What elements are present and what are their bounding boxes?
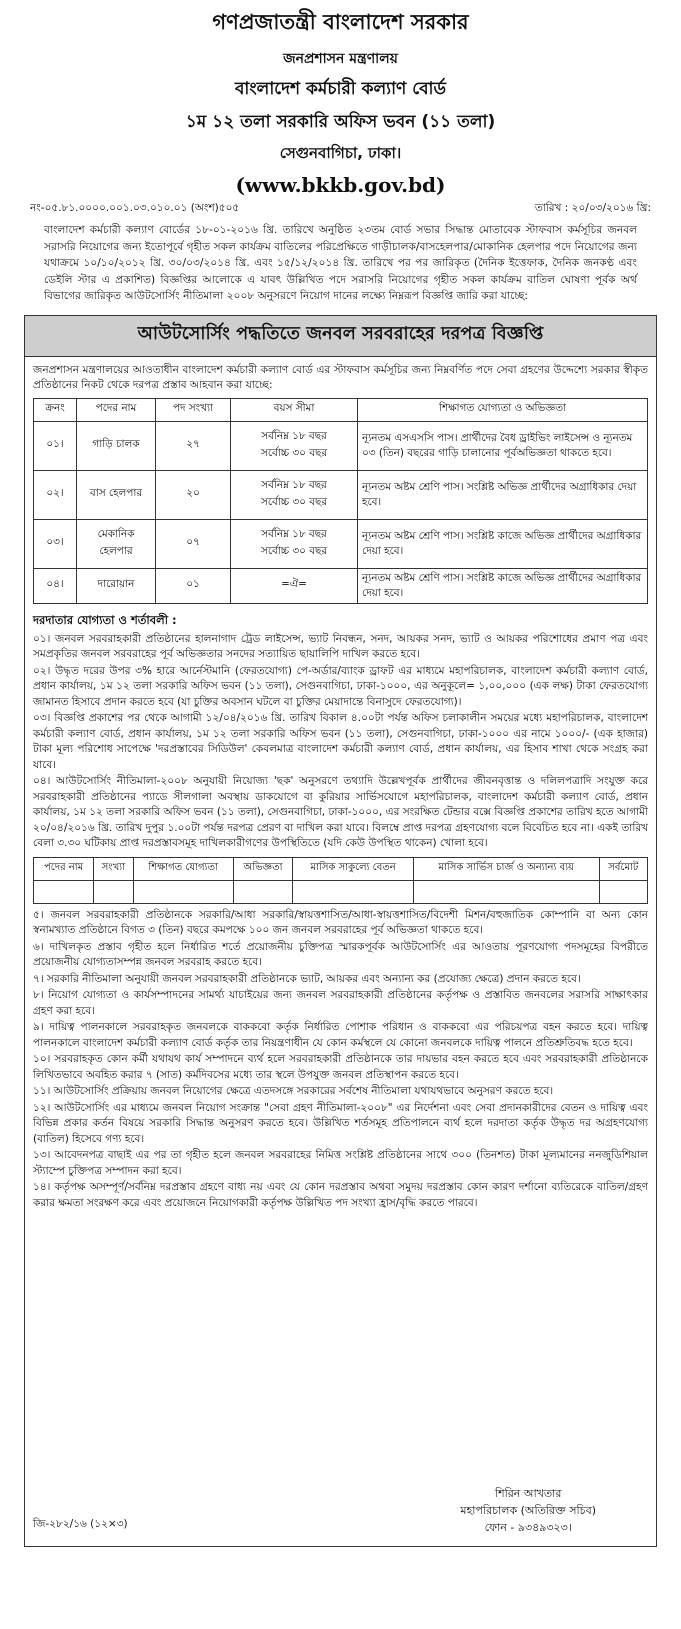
condition-item: ০৩। বিজ্ঞপ্তি প্রকাশের পর থেকে আগামী ১২/০৪/২০১৬ খ্রি. তারিখ বিকাল ৪.০০টা পর্যন্ত অফিস চলাকালীন সময়ের মধ্যে মহাপরিচালক, বাংলাদেশ কর্মচারী কল্যাণ বোর্ড, প্রধান কার্যালয়, ১ম ১২ তলা সরকারি অফিস ভবন (১১ তলা), সেগুনবাগিচা, ঢাকা-১০০০ এর নামে ১০০০/- (এক হাজার) টাকা মূল্য পরিশোধ সাপেক্ষে 'দরপ্রস্তাবের সিডিউল' কেবলমাত্র বাংলাদেশ কর্মচারী কল্যাণ বোর্ড, প্রধান কার্যালয়, এর হিসাব শাখা থেকে সংগ্রহ করা যাবে। [33, 712, 648, 771]
condition-item: ১২। আউটসোর্সিং এর মাধ্যমে জনবল নিয়োগ সংক্রান্ত "সেবা গ্রহণ নীতিমালা-২০০৮" এর নির্দেশনা এবং সেবা প্রদানকারীদের বেতন ও দায়িত্ব এবং বিভিন্ন প্রকার কর্তন বিষয়ে সরকারি সিদ্ধান্ত অনুসরণ করতে হবে। উল্লিখিত শর্তসমূহ প্রতিপালনে ব্যর্থ হলে দরদাতা কর্তৃক উদ্ধৃত দর অগ্রহণযোগ্য (বাতিল) হিসেবে গণ্য হবে। [33, 1101, 648, 1145]
conditions-title: দরদাতার যোগ্যতা ও শর্তাবলী : [33, 612, 177, 627]
blank-cell [293, 880, 413, 903]
condition-item: ১০। সরবরাহকৃত কোন কর্মী যথাযথ কার্য সম্পাদনে ব্যর্থ হলে সরবরাহকারী প্রতিষ্ঠানকে তার দায়ভার বহন করতে হবে এবং সরবরাহকারী প্রতিষ্ঠানকে লিখিতভাবে অবহিত করার ৭ (সাত) কর্মদিবসের মধ্যে তার স্থলে উপযুক্ত জনবল প্রতিস্থাপন করতে হবে। [33, 1053, 648, 1081]
fee-col-service-charge: মাসিক সার্ভিস চার্জ ও অন্যান্য ব্যয় [413, 857, 599, 880]
condition-item: ৫। জনবল সরবরাহকারী প্রতিষ্ঠানকে সরকারি/আধা সরকারি/স্বায়ত্তশাসিত/আধা-স্বায়ত্তশাসিত/বিদেশী মিশন/বহুজাতিক কোম্পানি বা অন্য কোন স্বনামখ্যাত প্রতিষ্ঠানে বিগত ৩ (তিন) বছরে কমপক্ষে ১০০ জন জনবল সরবরাহের পূর্ব অভিজ্ঞতা থাকতে হবে। [33, 908, 648, 936]
row-post-count: ২৭ [156, 421, 231, 470]
row-post-count: ০১ [156, 568, 231, 603]
ad-code: জি-২৮২/১৬ (১২×৩) [33, 1517, 128, 1530]
table-row [34, 470, 648, 519]
signatory-phone: ফোন - ৯৩৪৯৩২৩। [484, 1520, 572, 1534]
intro-paragraph: বাংলাদেশ কর্মচারী কল্যাণ বোর্ডের ১৮-০১-২০১৬ খ্রি. তারিখে অনুষ্ঠিত ২৩তম বোর্ড সভার সিদ্ধান্ত মোতাবেক স্টাফবাস কর্মসূচির জনবল সরাসরি নিয়োগের জন্য ইতোপূর্বে গৃহীত সকল কার্যক্রম বাতিলের পরিপ্রেক্ষিতে গাড়ীচালক/বাসহেলপার/মোকানিক হেলপার পদে নিয়োগের জন্য যথাক্রমে ১০/১০/২০১২ খ্রি. ৩০/০৩/২০১৪ খ্রি. এবং ১৫/১২/২০১৪ খ্রি. তারিখে পর পর জারিকৃত (দৈনিক ইত্তেফাক, দৈনিক জনকণ্ঠ এবং ডেইলি স্টার এ প্রকাশিত) বিজ্ঞপ্তির আলোকে এ যাবৎ উল্লিখিত পদে সরাসরি নিয়োগের গৃহীত সকল কার্যক্রম বাতিল ঘোষণা পূর্বক অর্থ বিভাগের জারিকৃত আউটসোর্সিং নীতিমালা ২০০৮ অনুসরণে নিয়োগ দানের লক্ষ্যে নিম্নরূপ বিজ্ঞপ্তি জারি করা যাচ্ছে: [44, 224, 637, 302]
condition-item: ১১। আউটসোর্সিং প্রক্রিয়ায় জনবল নিয়োগের ক্ষেত্রে এতদসঙ্গে সরকারের সর্বশেষ নীতিমালা যথাযথভাবে অনুসরণ করতে হবে। [33, 1085, 554, 1097]
col-serial: ক্রনং [34, 398, 77, 421]
condition-item: ০২। উদ্ধৃত দরের উপর ৩% হারে আর্নেস্টমানি (ফেরতযোগ্য) পে-অর্ডার/ব্যাংক ড্রাফট এর মাধ্যমে মহাপরিচালক, বাংলাদেশ কর্মচারী কল্যাণ বোর্ড, প্রধান কার্যালয়, ১ম ১২ তলা সরকারি অফিস ভবন (১১ তলা), সেগুনবাগিচা, ঢাকা-১০০০, এর অনুকূলে= ১,০০,০০০ (এক লক্ষ) টাকা ফেরতযোগ্য জামানত হিসাবে প্রদান করতে হবে (যা চুক্তির অবসান ঘটলে বা চুক্তির মেয়াদান্তে বিনাসুদে ফেরতযোগ্য)। [33, 664, 648, 708]
row-qualification: ন্যূনতম অষ্টম শ্রেণি পাস। সংশ্লিষ্ট কাজে অভিজ্ঞ প্রার্থীদের অগ্রাধিকার দেয়া হবে। [358, 568, 648, 603]
office-city: সেগুনবাগিচা, ঢাকা। [279, 144, 402, 162]
col-post-count: পদ সংখ্যা [156, 398, 231, 421]
col-qualification: শিক্ষাগত যোগ্যতা ও অভিজ্ঞতা [358, 398, 648, 421]
notice-banner [24, 315, 657, 357]
letterhead [24, 6, 657, 197]
blank-cell [34, 880, 94, 903]
fee-col-qualification: শিক্ষাগত যোগ্যতা [133, 857, 233, 880]
col-age-limit: বয়স সীমা [231, 398, 358, 421]
memo-number: নং-০৫.৮১.০০০০.০০১.০৩.০১০.০১ (অংশ)৫০৫ [30, 202, 240, 214]
table-row [34, 568, 648, 603]
condition-item: ৬। দাখিলকৃত প্রস্তাব গৃহীত হলে নির্ধারিত শর্তে প্রয়োজনীয় চুক্তিপত্র স্মারকপূর্বক আউটসোর্সিং এর আওতায় পূরণযোগ্য পদসমূহের বিপরীতে প্রয়োজনীয় যোগ্যতাসম্পন্ন জনবল সরবরাহ করতে হবে। [33, 940, 648, 968]
fee-table [33, 857, 648, 904]
row-qualification: ন্যূনতম অষ্টম শ্রেণি পাস। সংশ্লিষ্ট কাজে অভিজ্ঞ প্রার্থীদের অগ্রাধিকার দেয়া হবে। [358, 519, 648, 568]
row-age-limit: সর্বনিম্ন ১৮ বছর সর্বোচ্চ ৩০ বছর [231, 470, 358, 519]
col-post-name: পদের নাম [77, 398, 156, 421]
row-post-count: ২০ [156, 470, 231, 519]
blank-cell [413, 880, 599, 903]
fee-col-post: পদের নাম [34, 857, 94, 880]
board-name: বাংলাদেশ কর্মচারী কল্যাণ বোর্ড [234, 79, 447, 99]
row-age-limit: =ঐ= [231, 568, 358, 603]
row-age-limit: সর্বনিম্ন ১৮ বছর সর্বোচ্চ ৩০ বছর [231, 519, 358, 568]
row-post-name: গাড়ি চালক [77, 421, 156, 470]
blank-cell [94, 880, 133, 903]
posts-table-header [34, 398, 648, 421]
row-age-limit: সর্বনিম্ন ১৮ বছর সর্বোচ্চ ৩০ বছর [231, 421, 358, 470]
blank-cell [233, 880, 293, 903]
row-qualification: ন্যূনতম অষ্টম শ্রেণি পাস। সংশ্লিষ্ট অভিজ্ঞ প্রার্থীদের অগ্রাধিকার দেয়া হবে। [358, 470, 648, 519]
row-serial: ০৩। [34, 519, 77, 568]
govt-name: গণপ্রজাতন্ত্রী বাংলাদেশ সরকার [212, 10, 469, 34]
signatory-designation: মহাপরিচালক (অতিরিক্ত সচিব) [460, 1503, 596, 1517]
reference-line [24, 201, 657, 218]
row-post-name: দারোয়ান [77, 568, 156, 603]
notice-body [24, 357, 657, 1547]
fee-col-experience: অভিজ্ঞতা [233, 857, 293, 880]
table-row [34, 421, 648, 470]
condition-item: ১৩। আবেদনপত্র বাছাই এর পর তা গৃহীত হলে জনবল সরবরাহের নিমিত্ত সংশ্লিষ্ট প্রতিষ্ঠানের সাথে ৩০০ (তিনশত) টাকা মূল্যমানের ননজুডিশিয়াল স্ট্যাম্পে চুক্তিপত্র সম্পাদন করা হবে। [33, 1149, 648, 1177]
ministry-name: জনপ্রশাসন মন্ত্রণালয় [283, 51, 398, 67]
fee-col-total: সর্বমোট [599, 857, 647, 880]
fee-col-count: সংখ্যা [94, 857, 133, 880]
condition-item: ০৪। আউটসোর্সিং নীতিমালা-২০০৮ অনুযায়ী নিয়োজ্য 'ছক' অনুসরণে তথ্যাদি উল্লেখপূর্বক প্রার্থীদের জীবনবৃত্তান্ত ও দলিলপত্রাদি সংযুক্ত করে সরবরাহকারী প্রতিষ্ঠানের প্যাডে সীলগালা অবস্থায় ডাকযোগে বা কুরিয়ার সার্ভিসযোগে মহাপরিচালক, বাংলাদেশ কর্মচারী কল্যাণ বোর্ড, প্রধান কার্যালয়, ১ম ১২ তলা সরকারি অফিস ভবন (১১ তলা), সেগুনবাগিচা, ঢাকা-১০০০, এর সংরক্ষিত টেন্ডার বক্সে বিজ্ঞপ্তি প্রকাশের তারিখ হতে আগামী ২০/০৪/২০১৬ খ্রি. তারিখ দুপুর ১.০০টা পর্যন্ত দরপত্র প্রেরণ বা দাখিল করা যাবে। বিলম্বে প্রাপ্ত দরপত্র গ্রহণযোগ্য বলে বিবেচিত হবে না। একই তারিখ বেলা ৩.৩০ ঘটিকায় প্রাপ্ত দরপ্রস্তাবসমূহ দাখিলকারীগণের উপস্থিতিতে (যদি কেউ উপস্থিত থাকেন) খোলা হবে। [33, 775, 648, 849]
posts-table [33, 398, 648, 604]
blank-cell [599, 880, 647, 903]
row-post-name: মেকানিক হেলপার [77, 519, 156, 568]
row-qualification: ন্যূনতম এসএসসি পাস। প্রার্থীদের বৈধ ড্রাইভিং লাইসেন্স ও ন্যূনতম ০৩ (তিন) বছরের গাড়ি চালানোর পূর্বঅভিজ্ঞতা থাকতে হবে। [358, 421, 648, 470]
blank-cell [133, 880, 233, 903]
row-post-count: ০৭ [156, 519, 231, 568]
condition-item: ৭। সরকারি নীতিমালা অনুযায়ী জনবল সরবরাহকারী প্রতিষ্ঠানকে ভ্যাট, আয়কর এবং অন্যান্য কর (প্রযোজ্য ক্ষেত্রে) প্রদান করতে হবে। [33, 972, 581, 985]
banner-title: আউটসোর্সিং পদ্ধতিতে জনবল সরবরাহের দরপত্র বিজ্ঞপ্তি [137, 324, 544, 344]
row-serial: ০১। [34, 421, 77, 470]
fee-table-header [34, 857, 648, 880]
condition-item: ৮। নিয়োগ যোগ্যতা ও কার্যসম্পাদনের সামর্থ্য যাচাইয়ের জন্য জনবল সরবরাহকারী প্রতিষ্ঠানের কর্তৃপক্ষ ও প্রস্তাবিত জনবলের সরাসরি সাক্ষাৎকার গ্রহণ করা হবে। [33, 989, 648, 1017]
memo-date: তারিখ : ২০/০৩/২০১৬ খ্রি: [534, 202, 651, 214]
condition-item: ১৪। কর্তৃপক্ষ অসম্পূর্ণ/সর্বনিম্ন দরপ্রস্তাব গ্রহণে বাধ্য নয় এবং যে কোন দরপ্রস্তাব অথবা সমুদয় দরপ্রস্তাব কোন কারণ দর্শানো ব্যতিরেকে বাতিল/গ্রহণ করার ক্ষমতা সংরক্ষণ করে এবং প্রয়োজনে নিয়োগকারী কর্তৃপক্ষ উল্লিখিত পদ সংখ্যা হ্রাস/বৃদ্ধি করতে পারবে। [33, 1181, 648, 1209]
row-serial: ০২। [34, 470, 77, 519]
signatory-name: শিরিন আখতার [494, 1486, 562, 1500]
row-post-name: বাস হেলপার [77, 470, 156, 519]
fee-col-salary: মাসিক সাকুল্যে বেতন [293, 857, 413, 880]
tender-notice-page [0, 6, 681, 1629]
condition-item: ৯। দায়িত্ব পালনকালে সরবরাহকৃত জনবলকে বাককবো কর্তৃক নির্ধারিত পোশাক পরিধান ও বাককবো এর পরিচয়পত্র বহন করতে হবে। দায়িত্ব পালনকালে বাংলাদেশ কর্মচারী কল্যাণ বোর্ড কর্তৃক তার নিয়ন্ত্রণাধীন যে কোন কর্মস্থলে যে কোনো জনবলকে দায়িত্ব পালনে প্রতিশ্রুতিবদ্ধ হতে হবে। [33, 1021, 648, 1049]
row-serial: ০৪। [34, 568, 77, 603]
table-row [34, 519, 648, 568]
website-url[interactable]: (www.bkkb.gov.bd) [235, 173, 446, 197]
signature-block [460, 1485, 596, 1536]
fee-table-blank-row [34, 880, 648, 903]
office-address: ১ম ১২ তলা সরকারি অফিস ভবন (১১ তলা) [185, 112, 496, 132]
lead-paragraph: জনপ্রশাসন মন্ত্রণালয়ের আওতাধীন বাংলাদেশ কর্মচারী কল্যাণ বোর্ড এর স্টাফবাস কর্মসূচির জন্য নিম্নবর্ণিত পদে সেবা গ্রহণের উদ্দেশ্যে সরকার স্বীকৃত প্রতিষ্ঠানের নিকট থেকে দরপত্র প্রস্তাব আহবান করা যাচ্ছে: [33, 363, 648, 391]
condition-item: ০১। জনবল সরবরাহকারী প্রতিষ্ঠানের হালনাগাদ ট্রেড লাইসেন্স, ভ্যাট নিবন্ধন, সনদ, আয়কর সনদ, ভ্যাট ও আয়কর পরিশোধের প্রমাণ পত্র এবং সমপ্রকৃতির জনবল সরবরাহের পূর্ব অভিজ্ঞতার সনদের সত্যায়িত ছায়ালিপি দাখিল করতে হবে। [33, 632, 648, 660]
